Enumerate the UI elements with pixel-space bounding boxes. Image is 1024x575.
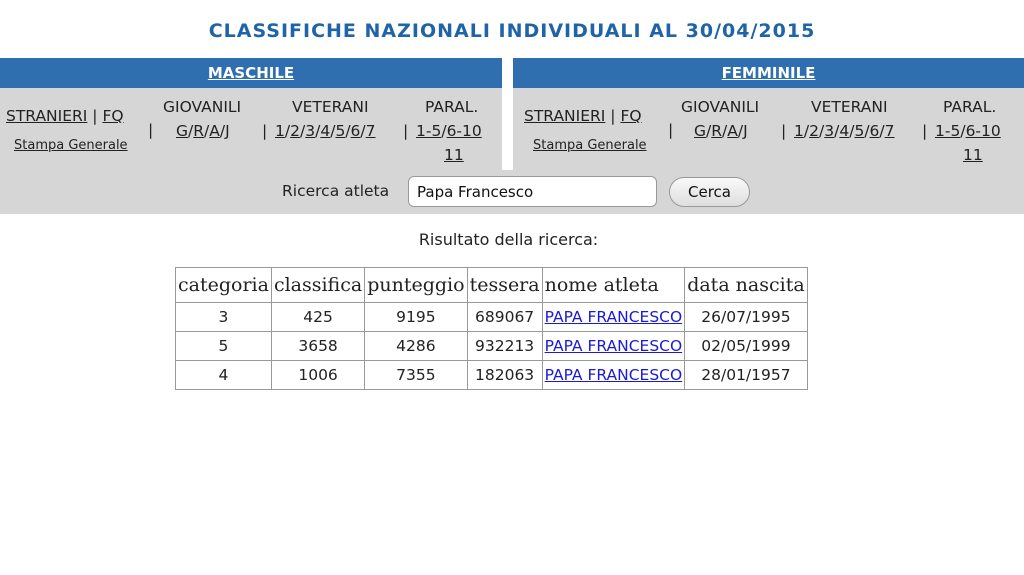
female-panel-header: [513, 58, 1024, 88]
male-giovanili-r[interactable]: R: [193, 122, 205, 140]
header-classifica: classifica: [271, 268, 364, 303]
search-input[interactable]: [408, 176, 657, 207]
male-giovanili-g[interactable]: G: [176, 122, 189, 140]
female-veterani-6[interactable]: 6: [869, 122, 880, 140]
male-fq-link[interactable]: FQ: [102, 107, 124, 125]
female-veterani-links: 1/2/3/4/5/6/7: [794, 122, 895, 140]
separator: |: [668, 121, 674, 139]
cell-categoria: 5: [176, 332, 272, 361]
separator: |: [92, 107, 103, 125]
page-title: CLASSIFICHE NAZIONALI INDIVIDUALI AL 30/04/2015: [208, 20, 816, 42]
male-giovanili-a[interactable]: A: [209, 122, 220, 140]
separator: |: [610, 107, 621, 125]
table-row: [176, 361, 808, 390]
female-fq-link[interactable]: FQ: [620, 107, 642, 125]
results-title: Risultato della ricerca:: [418, 230, 599, 249]
female-veterani-2[interactable]: 2: [809, 122, 819, 140]
male-veterani-3[interactable]: 3: [305, 122, 316, 140]
female-veterani-1[interactable]: 1: [794, 122, 804, 140]
female-veterani-7[interactable]: 7: [884, 122, 895, 140]
male-veterani-links: 1/2/3/4/5/6/7: [275, 122, 376, 140]
search-label: Ricerca atleta: [282, 182, 390, 200]
cell-punteggio: 9195: [365, 303, 467, 332]
athlete-link[interactable]: PAPA FRANCESCO: [544, 308, 683, 326]
female-paral-1-5[interactable]: 1-5: [935, 122, 961, 140]
cell-categoria: 4: [176, 361, 272, 390]
male-veterani-6[interactable]: 6: [350, 122, 361, 140]
athlete-link[interactable]: PAPA FRANCESCO: [544, 337, 683, 355]
female-veterani-5[interactable]: 5: [854, 122, 865, 140]
female-giovanili-r[interactable]: R: [711, 122, 723, 140]
female-giovanili-g[interactable]: G: [694, 122, 707, 140]
cell-data-nascita: 26/07/1995: [685, 303, 808, 332]
cell-tessera: 182063: [467, 361, 542, 390]
cell-categoria: 3: [176, 303, 272, 332]
female-stranieri-link[interactable]: STRANIERI: [524, 107, 606, 125]
header-tessera: tessera: [467, 268, 542, 303]
header-nome-atleta: nome atleta: [542, 268, 685, 303]
table-header-row: [176, 268, 808, 303]
male-header-link[interactable]: MASCHILE: [207, 64, 295, 82]
cell-data-nascita: 28/01/1957: [685, 361, 808, 390]
male-veterani-1[interactable]: 1: [275, 122, 285, 140]
male-stampa-generale-link[interactable]: Stampa Generale: [14, 138, 128, 153]
table-row: [176, 332, 808, 361]
male-paral-1-5[interactable]: 1-5: [416, 122, 442, 140]
female-header-link[interactable]: FEMMINILE: [721, 64, 816, 82]
cell-classifica: 425: [271, 303, 364, 332]
table-row: [176, 303, 808, 332]
athlete-link[interactable]: PAPA FRANCESCO: [544, 366, 683, 384]
cell-punteggio: 7355: [365, 361, 467, 390]
female-paral-label: PARAL.: [943, 98, 997, 116]
header-data-nascita: data nascita: [685, 268, 808, 303]
cell-tessera: 932213: [467, 332, 542, 361]
male-paral-11[interactable]: 11: [444, 146, 464, 164]
male-veterani-4[interactable]: 4: [320, 122, 331, 140]
male-paral-links: 1-5/6-10: [416, 122, 482, 140]
female-giovanili-links: G/R/A/J: [694, 122, 748, 140]
male-giovanili-j[interactable]: J: [225, 122, 230, 140]
male-panel-header: [0, 58, 502, 88]
female-nav: [513, 88, 1024, 170]
male-nav: [0, 88, 502, 170]
male-veterani-5[interactable]: 5: [335, 122, 346, 140]
female-paral-11[interactable]: 11: [963, 146, 983, 164]
separator: |: [781, 122, 787, 140]
female-giovanili-j[interactable]: J: [743, 122, 748, 140]
search-button[interactable]: Cerca: [669, 177, 750, 207]
cell-data-nascita: 02/05/1999: [685, 332, 808, 361]
male-giovanili-label: GIOVANILI: [163, 98, 242, 116]
separator: |: [922, 122, 928, 140]
header-punteggio: punteggio: [365, 268, 467, 303]
separator: |: [403, 122, 409, 140]
male-veterani-label: VETERANI: [292, 98, 369, 116]
cell-punteggio: 4286: [365, 332, 467, 361]
results-table: [175, 267, 808, 390]
cell-classifica: 3658: [271, 332, 364, 361]
separator: |: [148, 121, 154, 139]
female-stampa-generale-link[interactable]: Stampa Generale: [533, 138, 647, 153]
female-panel: [513, 58, 1024, 170]
female-veterani-4[interactable]: 4: [839, 122, 850, 140]
header-categoria: categoria: [176, 268, 272, 303]
male-veterani-7[interactable]: 7: [365, 122, 376, 140]
separator: |: [262, 122, 268, 140]
male-paral-6-10[interactable]: 6-10: [446, 122, 482, 140]
male-veterani-2[interactable]: 2: [290, 122, 300, 140]
female-paral-6-10[interactable]: 6-10: [965, 122, 1001, 140]
female-veterani-3[interactable]: 3: [824, 122, 835, 140]
cell-nome-atleta: [542, 303, 685, 332]
cell-nome-atleta: [542, 332, 685, 361]
male-giovanili-links: G/R/A/J: [176, 122, 230, 140]
female-veterani-label: VETERANI: [811, 98, 888, 116]
female-giovanili-label: GIOVANILI: [681, 98, 760, 116]
female-paral-links: 1-5/6-10: [935, 122, 1001, 140]
female-giovanili-a[interactable]: A: [727, 122, 738, 140]
cell-classifica: 1006: [271, 361, 364, 390]
male-paral-label: PARAL.: [425, 98, 479, 116]
male-stranieri-link[interactable]: STRANIERI: [6, 107, 88, 125]
male-panel: [0, 58, 502, 170]
cell-tessera: 689067: [467, 303, 542, 332]
cell-nome-atleta: [542, 361, 685, 390]
